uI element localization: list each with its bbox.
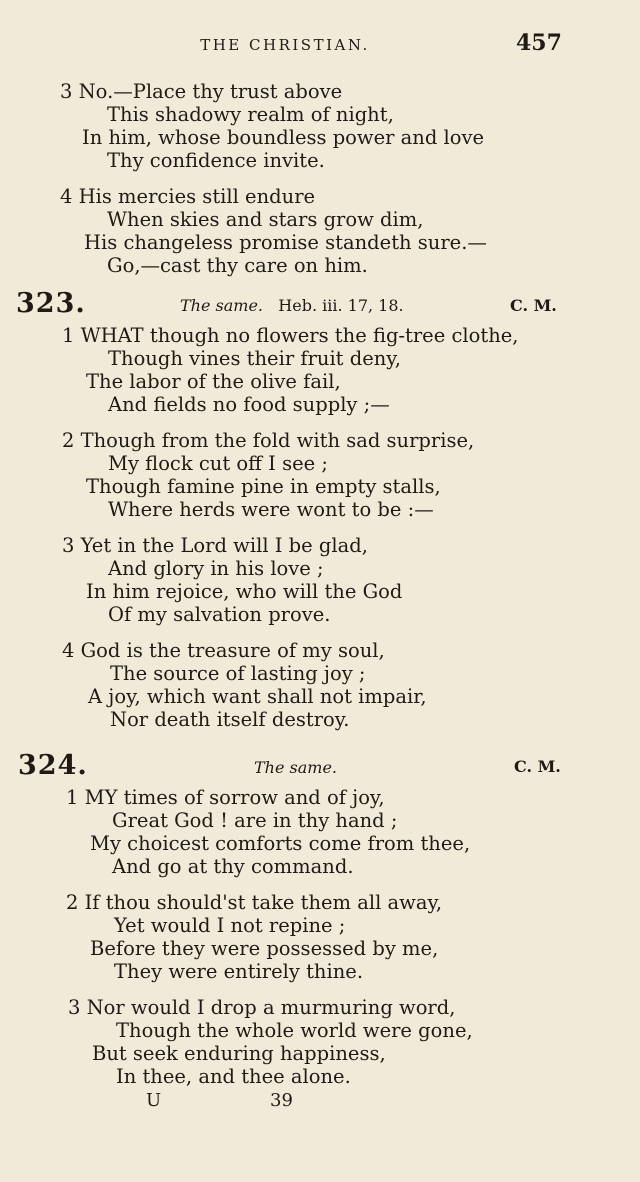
verse-line: But seek enduring happiness,	[92, 1042, 386, 1065]
verse-line: Before they were possessed by me,	[90, 937, 439, 960]
verse-line: Nor death itself destroy.	[110, 708, 350, 731]
verse-line: When skies and stars grow dim,	[107, 208, 424, 231]
verse-line: 3 Yet in the Lord will I be glad,	[62, 534, 368, 557]
sheet-number: 39	[270, 1090, 293, 1111]
verse-line: In him, whose boundless power and love	[82, 126, 485, 149]
page-number: 457	[516, 30, 562, 56]
verse-line: His changeless promise standeth sure.—	[84, 231, 487, 254]
verse-line: 3 No.—Place thy trust above	[60, 80, 343, 103]
hymn-tune-reference: The same.	[254, 758, 338, 777]
verse-line: This shadowy realm of night,	[107, 103, 394, 126]
verse-line: And go at thy command.	[112, 855, 354, 878]
verse-line: Of my salvation prove.	[108, 603, 331, 626]
verse-line: A joy, which want shall not impair,	[88, 685, 427, 708]
verse-line: They were entirely thine.	[114, 960, 364, 983]
verse-line: 4 God is the treasure of my soul,	[62, 639, 385, 662]
hymn-number: 323.	[16, 288, 86, 319]
verse-line: Though the whole world were gone,	[116, 1019, 473, 1042]
verse-line: Great God ! are in thy hand ;	[112, 809, 398, 832]
verse-line: 2 Though from the fold with sad surprise,	[62, 429, 475, 452]
verse-line: In thee, and thee alone.	[116, 1065, 351, 1088]
verse-line: In him rejoice, who will the God	[86, 580, 403, 603]
hymn-meter: C. M.	[510, 296, 557, 315]
verse-line: And glory in his love ;	[108, 557, 324, 580]
verse-line: 1 WHAT though no flowers the fig-tree clothe,	[62, 324, 519, 347]
verse-line: Where herds were wont to be :—	[108, 498, 434, 521]
verse-line: Though famine pine in empty stalls,	[86, 475, 441, 498]
verse-line: The labor of the olive fail,	[86, 370, 341, 393]
verse-line: 3 Nor would I drop a murmuring word,	[68, 996, 456, 1019]
hymn-number: 324.	[18, 750, 88, 781]
verse-line: 4 His mercies still endure	[60, 185, 316, 208]
verse-line: My choicest comforts come from thee,	[90, 832, 471, 855]
verse-line: Though vines their fruit deny,	[108, 347, 401, 370]
signature-mark: U	[146, 1090, 162, 1111]
verse-line: 2 If thou should'st take them all away,	[66, 891, 443, 914]
verse-line: My flock cut off I see ;	[108, 452, 328, 475]
verse-line: 1 MY times of sorrow and of joy,	[66, 786, 385, 809]
hymn-meter: C. M.	[514, 757, 561, 776]
verse-line: Thy confidence invite.	[107, 149, 325, 172]
running-title: THE CHRISTIAN.	[200, 36, 370, 54]
hymn-tune-reference: The same. Heb. iii. 17, 18.	[180, 296, 404, 315]
verse-line: Go,—cast thy care on him.	[107, 254, 368, 277]
verse-line: Yet would I not repine ;	[114, 914, 346, 937]
verse-line: And fields no food supply ;—	[108, 393, 390, 416]
verse-line: The source of lasting joy ;	[110, 662, 366, 685]
